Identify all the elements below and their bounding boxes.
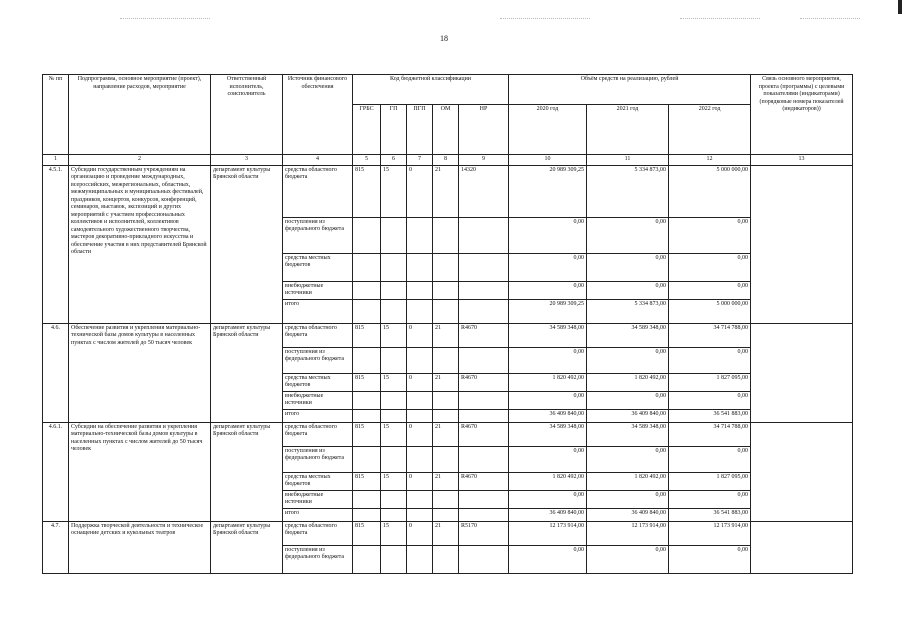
column-number: 11 (587, 155, 669, 166)
cell-pgp: 0 (407, 521, 433, 545)
cell-pgp (407, 490, 433, 508)
cell-grbs (353, 347, 381, 373)
cell-y2022: 12 173 914,00 (669, 521, 751, 545)
cell-grbs (353, 409, 381, 422)
cell-nr: R4670 (459, 323, 509, 347)
cell-y2021: 0,00 (587, 446, 669, 472)
cell-y2021: 34 589 348,00 (587, 422, 669, 446)
item-link (751, 521, 853, 573)
cell-grbs (353, 545, 381, 573)
cell-y2021: 5 334 873,00 (587, 165, 669, 217)
cell-y2020: 34 589 348,00 (509, 323, 587, 347)
cell-om (433, 545, 459, 573)
cell-pgp (407, 508, 433, 521)
cell-y2022: 36 541 883,00 (669, 409, 751, 422)
cell-pgp (407, 299, 433, 323)
budget-table (42, 74, 853, 574)
cell-grbs (353, 446, 381, 472)
cell-nr (459, 217, 509, 253)
funding-source: средства областного бюджета (283, 165, 353, 217)
header-volume: Объём средств на реализацию, рублей (509, 75, 751, 105)
scan-edge-mark (898, 0, 902, 14)
item-number: 4.6. (43, 323, 69, 422)
column-number: 13 (751, 155, 853, 166)
cell-y2022: 0,00 (669, 490, 751, 508)
cell-gp (381, 508, 407, 521)
cell-y2021: 1 820 492,00 (587, 373, 669, 391)
cell-grbs (353, 391, 381, 409)
item-link (751, 323, 853, 422)
cell-om: 21 (433, 373, 459, 391)
cell-y2021: 1 820 492,00 (587, 472, 669, 490)
cell-y2021: 36 409 840,00 (587, 508, 669, 521)
cell-gp (381, 409, 407, 422)
cell-y2021: 5 334 873,00 (587, 299, 669, 323)
item-name: Субсидии на обеспечение развития и укрепления материально-технической базы домов культуры в населенных пунктах с числом жителей до 50 тысяч человек (69, 422, 211, 521)
cell-gp: 15 (381, 422, 407, 446)
item-link (751, 165, 853, 323)
header-source: Источник финансового обеспечения (283, 75, 353, 155)
cell-y2021: 0,00 (587, 391, 669, 409)
funding-source: средства областного бюджета (283, 422, 353, 446)
column-number: 8 (433, 155, 459, 166)
cell-y2020: 0,00 (509, 281, 587, 299)
cell-y2020: 0,00 (509, 347, 587, 373)
cell-y2022: 5 000 000,00 (669, 165, 751, 217)
item-executor: департамент культуры Брянской области (211, 422, 283, 521)
cell-y2022: 0,00 (669, 217, 751, 253)
cell-y2020: 36 409 840,00 (509, 409, 587, 422)
cell-om (433, 508, 459, 521)
cell-grbs (353, 490, 381, 508)
cell-y2022: 0,00 (669, 545, 751, 573)
header-om: ОМ (433, 105, 459, 155)
funding-source: итого (283, 508, 353, 521)
header-executor: Ответственный исполнитель, соисполнитель (211, 75, 283, 155)
funding-source: внебюджетные источники (283, 391, 353, 409)
header-nr: НР (459, 105, 509, 155)
item-number: 4.5.1. (43, 165, 69, 323)
cell-om: 21 (433, 165, 459, 217)
cell-grbs: 815 (353, 472, 381, 490)
cell-pgp (407, 409, 433, 422)
item-number: 4.7. (43, 521, 69, 573)
cell-pgp (407, 217, 433, 253)
cell-pgp (407, 545, 433, 573)
cell-y2020: 0,00 (509, 545, 587, 573)
item-executor: департамент культуры Брянской области (211, 165, 283, 323)
cell-nr (459, 545, 509, 573)
column-number: 1 (43, 155, 69, 166)
cell-grbs: 815 (353, 323, 381, 347)
funding-source: средства местных бюджетов (283, 253, 353, 281)
cell-om (433, 391, 459, 409)
cell-y2020: 20 989 309,25 (509, 165, 587, 217)
cell-grbs: 815 (353, 165, 381, 217)
table-row (43, 165, 853, 217)
cell-y2021: 0,00 (587, 281, 669, 299)
cell-om (433, 446, 459, 472)
header-2021: 2021 год (587, 105, 669, 155)
funding-source: поступления из федерального бюджета (283, 545, 353, 573)
cell-nr (459, 253, 509, 281)
cell-y2021: 0,00 (587, 545, 669, 573)
cell-y2020: 0,00 (509, 217, 587, 253)
cell-y2022: 0,00 (669, 391, 751, 409)
cell-nr: 14320 (459, 165, 509, 217)
cell-grbs: 815 (353, 373, 381, 391)
cell-nr (459, 281, 509, 299)
cell-nr (459, 299, 509, 323)
header-grbs: ГРБС (353, 105, 381, 155)
cell-pgp: 0 (407, 373, 433, 391)
header-2020: 2020 год (509, 105, 587, 155)
cell-pgp: 0 (407, 165, 433, 217)
cell-y2020: 0,00 (509, 490, 587, 508)
cell-om: 21 (433, 422, 459, 446)
cell-gp (381, 391, 407, 409)
cell-om (433, 347, 459, 373)
cell-y2020: 1 820 492,00 (509, 472, 587, 490)
page-number: 18 (440, 34, 448, 43)
cell-y2021: 0,00 (587, 490, 669, 508)
scan-artifact (500, 18, 590, 20)
scan-artifact (120, 18, 210, 20)
cell-nr (459, 347, 509, 373)
cell-y2022: 0,00 (669, 253, 751, 281)
header-name: Подпрограмма, основное мероприятие (проект), направление расходов, мероприятие (69, 75, 211, 155)
column-number: 4 (283, 155, 353, 166)
cell-y2022: 34 714 788,00 (669, 422, 751, 446)
cell-y2022: 0,00 (669, 281, 751, 299)
cell-pgp: 0 (407, 422, 433, 446)
cell-gp (381, 545, 407, 573)
cell-y2022: 1 827 095,00 (669, 472, 751, 490)
cell-om (433, 281, 459, 299)
table-row (43, 323, 853, 347)
column-number: 7 (407, 155, 433, 166)
column-number: 2 (69, 155, 211, 166)
cell-y2020: 1 820 492,00 (509, 373, 587, 391)
cell-y2020: 36 409 840,00 (509, 508, 587, 521)
item-name: Субсидии государственным учреждениям на организацию и проведение международных, всероссийских, межрегиональных, областных, межмуниципальных и муниципальных фестивалей, праздников, концертов, конкурсов, конференций, семинаров, выставок, экспозиций и других мероприятий с участием профессиональных коллективов и исполнителей, коллективов самодеятельного художественного творчества, мастеров декоративно-прикладного искусства и обеспечение участия в них представителей Брянской области (69, 165, 211, 323)
cell-om: 21 (433, 323, 459, 347)
header-pgp: ПГП (407, 105, 433, 155)
cell-gp: 15 (381, 472, 407, 490)
cell-grbs (353, 217, 381, 253)
cell-y2022: 36 541 883,00 (669, 508, 751, 521)
cell-y2022: 0,00 (669, 347, 751, 373)
cell-y2020: 0,00 (509, 391, 587, 409)
cell-nr (459, 409, 509, 422)
item-name: Обеспечение развития и укрепления материально-технической базы домов культуры в населенных пунктах с числом жителей до 50 тысяч человек (69, 323, 211, 422)
funding-source: средства местных бюджетов (283, 472, 353, 490)
cell-gp (381, 299, 407, 323)
cell-gp: 15 (381, 373, 407, 391)
cell-gp (381, 217, 407, 253)
cell-om (433, 490, 459, 508)
header-link: Связь основного мероприятия, проекта (программы) с целевыми показателями (индикаторами) (порядковые номера показателей (индикаторов)) (751, 75, 853, 155)
cell-y2021: 34 589 348,00 (587, 323, 669, 347)
cell-y2022: 1 827 095,00 (669, 373, 751, 391)
cell-pgp: 0 (407, 323, 433, 347)
cell-y2020: 34 589 348,00 (509, 422, 587, 446)
column-number: 12 (669, 155, 751, 166)
funding-source: поступления из федерального бюджета (283, 347, 353, 373)
funding-source: средства местных бюджетов (283, 373, 353, 391)
header-gp: ГП (381, 105, 407, 155)
cell-nr (459, 490, 509, 508)
cell-grbs (353, 281, 381, 299)
header-2022: 2022 год (669, 105, 751, 155)
column-number: 6 (381, 155, 407, 166)
table-row (43, 422, 853, 446)
column-number-row (43, 155, 853, 166)
cell-y2021: 0,00 (587, 217, 669, 253)
cell-y2020: 0,00 (509, 446, 587, 472)
cell-nr: R5170 (459, 521, 509, 545)
cell-pgp (407, 347, 433, 373)
column-number: 10 (509, 155, 587, 166)
cell-pgp (407, 391, 433, 409)
cell-grbs: 815 (353, 521, 381, 545)
cell-gp (381, 347, 407, 373)
cell-gp: 15 (381, 165, 407, 217)
funding-source: средства областного бюджета (283, 323, 353, 347)
column-number: 3 (211, 155, 283, 166)
cell-nr: R4670 (459, 422, 509, 446)
cell-y2022: 5 000 000,00 (669, 299, 751, 323)
cell-y2021: 0,00 (587, 347, 669, 373)
cell-nr: R4670 (459, 373, 509, 391)
item-link (751, 422, 853, 521)
funding-source: итого (283, 409, 353, 422)
cell-gp (381, 446, 407, 472)
cell-pgp (407, 446, 433, 472)
cell-grbs: 815 (353, 422, 381, 446)
cell-y2020: 12 173 914,00 (509, 521, 587, 545)
cell-gp: 15 (381, 323, 407, 347)
item-number: 4.6.1. (43, 422, 69, 521)
header-num: № пп (43, 75, 69, 155)
cell-grbs (353, 299, 381, 323)
cell-pgp (407, 281, 433, 299)
cell-nr (459, 508, 509, 521)
cell-om (433, 253, 459, 281)
cell-y2022: 34 714 788,00 (669, 323, 751, 347)
header-budget-code: Код бюджетной классификации (353, 75, 509, 105)
cell-grbs (353, 508, 381, 521)
cell-gp (381, 253, 407, 281)
cell-y2020: 0,00 (509, 253, 587, 281)
cell-y2021: 36 409 840,00 (587, 409, 669, 422)
cell-om: 21 (433, 472, 459, 490)
cell-om: 21 (433, 521, 459, 545)
column-number: 5 (353, 155, 381, 166)
funding-source: внебюджетные источники (283, 281, 353, 299)
cell-y2021: 12 173 914,00 (587, 521, 669, 545)
funding-source: итого (283, 299, 353, 323)
funding-source: поступления из федерального бюджета (283, 446, 353, 472)
cell-grbs (353, 253, 381, 281)
funding-source: поступления из федерального бюджета (283, 217, 353, 253)
cell-om (433, 299, 459, 323)
cell-y2020: 20 989 309,25 (509, 299, 587, 323)
item-executor: департамент культуры Брянской области (211, 323, 283, 422)
cell-om (433, 409, 459, 422)
cell-pgp (407, 253, 433, 281)
cell-gp (381, 490, 407, 508)
scan-artifact (680, 18, 760, 20)
cell-gp: 15 (381, 521, 407, 545)
item-name: Поддержка творческой деятельности и техническое оснащение детских и кукольных театров (69, 521, 211, 573)
funding-source: внебюджетные источники (283, 490, 353, 508)
scan-artifact (800, 18, 860, 20)
table-row (43, 521, 853, 545)
cell-y2021: 0,00 (587, 253, 669, 281)
funding-source: средства областного бюджета (283, 521, 353, 545)
cell-nr (459, 446, 509, 472)
column-number: 9 (459, 155, 509, 166)
item-executor: департамент культуры Брянской области (211, 521, 283, 573)
cell-om (433, 217, 459, 253)
cell-y2022: 0,00 (669, 446, 751, 472)
cell-nr: R4670 (459, 472, 509, 490)
cell-gp (381, 281, 407, 299)
cell-pgp: 0 (407, 472, 433, 490)
cell-nr (459, 391, 509, 409)
